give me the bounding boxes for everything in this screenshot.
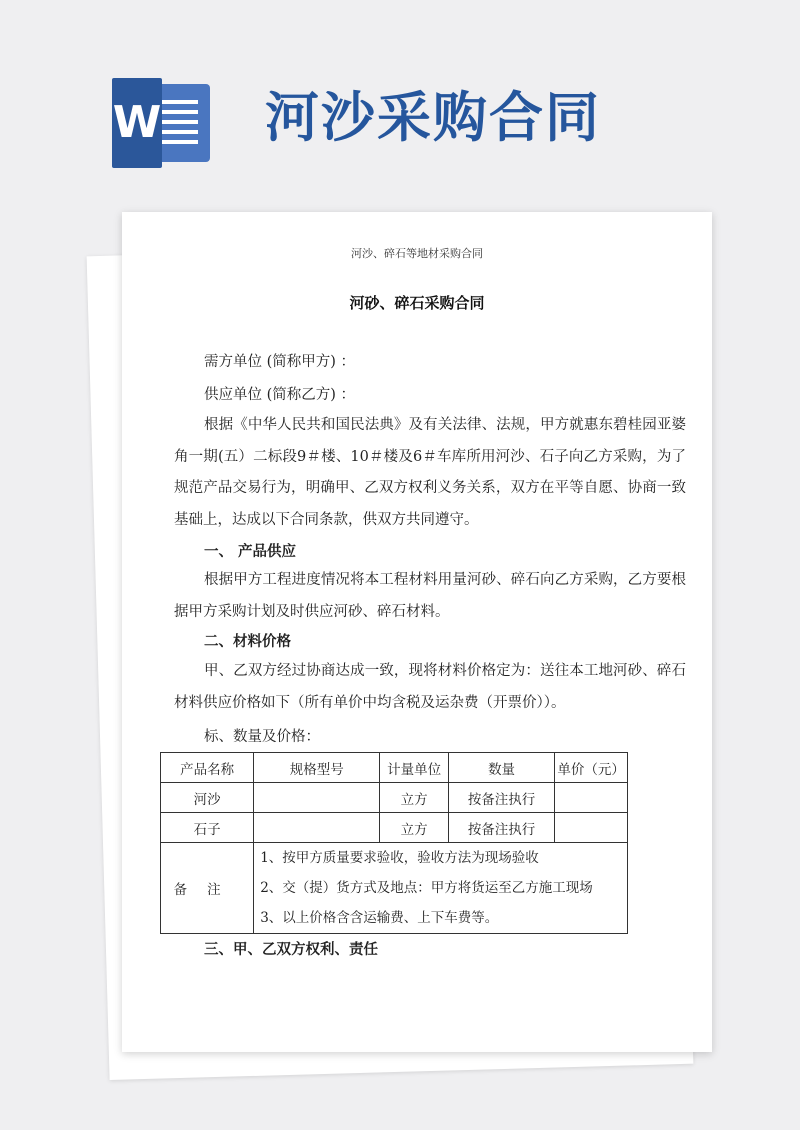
supplier-line: 供应单位 (简称乙方) ： xyxy=(204,387,356,403)
banner-title: 河沙采购合同 xyxy=(265,86,601,149)
table-cell xyxy=(254,813,380,843)
table-row xyxy=(161,813,628,843)
table-cell: 河沙 xyxy=(161,783,254,813)
running-header: 河沙、碎石等地材采购合同 xyxy=(351,247,483,260)
section2-body: 甲、乙双方经过协商达成一致，现将材料价格定为：送往本工地河砂、碎石材料供应价格如下（所有单价中均含税及运杂费（开票价））。 xyxy=(174,663,686,711)
table-cell: 按备注执行 xyxy=(448,813,554,843)
remark-line: 2、交（提）货方式及地点：甲方将货运至乙方施工现场 xyxy=(260,880,593,896)
table-intro: 标、数量及价格： xyxy=(204,729,320,745)
section2-heading: 二、材料价格 xyxy=(204,633,291,650)
word-icon-letter: W xyxy=(112,78,162,168)
table-cell xyxy=(555,813,628,843)
table-header-cell: 单价（元） xyxy=(555,753,628,783)
remark-line: 3、以上价格含含运输费、上下车费等。 xyxy=(260,910,499,926)
table-cell xyxy=(254,783,380,813)
table-header-cell: 规格型号 xyxy=(254,753,380,783)
table-cell: 立方 xyxy=(380,783,449,813)
table-row xyxy=(161,783,628,813)
table-cell: 按备注执行 xyxy=(448,783,554,813)
table-header-cell: 数量 xyxy=(448,753,554,783)
section1-body: 根据甲方工程进度情况将本工程材料用量河砂、碎石向乙方采购，乙方要根据甲方采购计划及时供应河砂、碎石材料。 xyxy=(174,572,686,620)
table-cell: 石子 xyxy=(161,813,254,843)
table-header-cell: 计量单位 xyxy=(380,753,449,783)
table-cell: 立方 xyxy=(380,813,449,843)
remark-label: 备注 xyxy=(161,843,254,934)
document-title: 河砂、碎石采购合同 xyxy=(349,294,485,312)
table-cell xyxy=(555,783,628,813)
section1-heading: 一、 产品供应 xyxy=(204,543,297,560)
table-remark-row xyxy=(161,843,628,934)
word-app-icon xyxy=(112,78,212,168)
table-header-row xyxy=(161,753,628,783)
buyer-line: 需方单位 (简称甲方) ： xyxy=(204,354,356,370)
section3-heading: 三、甲、乙双方权利、责任 xyxy=(204,941,378,958)
intro-paragraph: 根据《中华人民共和国民法典》及有关法律、法规，甲方就惠东碧桂园亚婆角一期(五）二标段9＃楼、10＃楼及6＃车库所用河沙、石子向乙方采购，为了规范产品交易行为，明确甲、乙双方权利义务关系，双方在平等自愿、协商一致基础上，达成以下合同条款，供双方共同遵守。 xyxy=(174,417,686,528)
table-header-cell: 产品名称 xyxy=(161,753,254,783)
document-page xyxy=(122,212,712,1052)
price-table xyxy=(160,752,628,934)
remark-text xyxy=(254,843,628,934)
remark-line: 1、按甲方质量要求验收，验收方法为现场验收 xyxy=(260,850,539,866)
